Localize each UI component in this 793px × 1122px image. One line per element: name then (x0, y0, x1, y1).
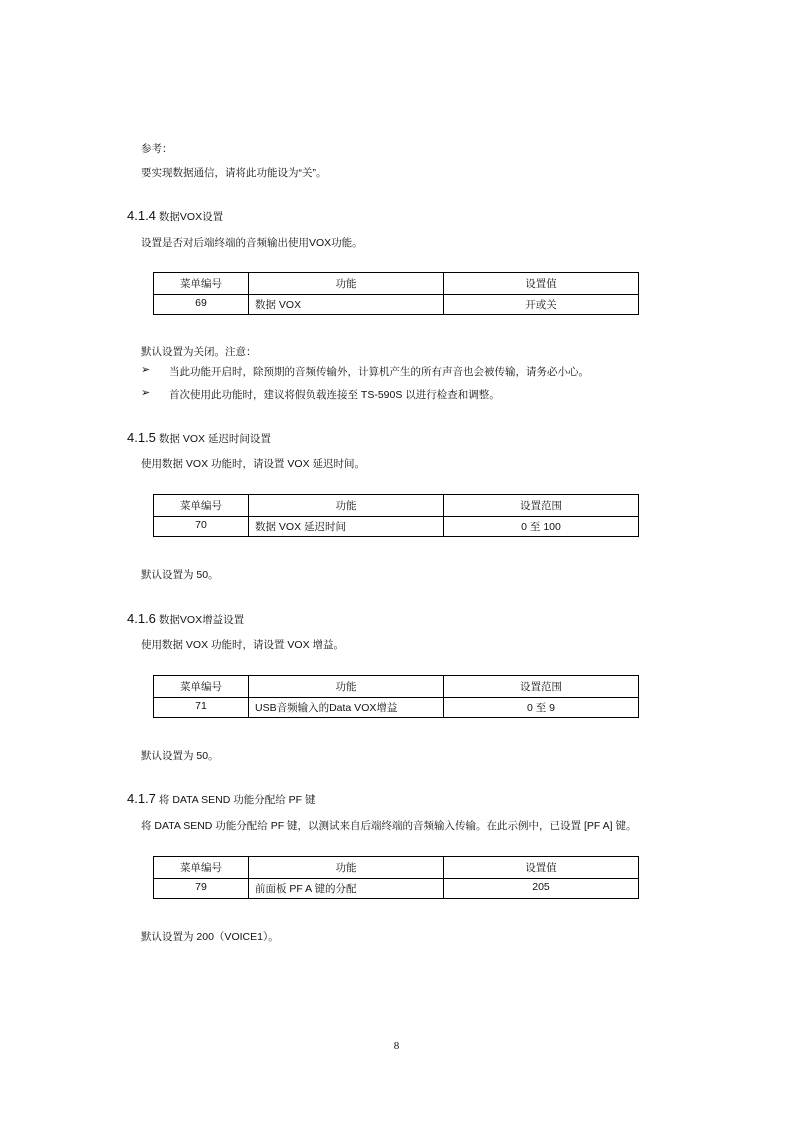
section-description: 将 DATA SEND 功能分配给 PF 键，以测试来自后端终端的音频输入传输。在此示例中，已设置 [PF A] 键。 (141, 820, 637, 832)
settings-table-79 (153, 856, 639, 899)
cell-value: 205 (444, 879, 639, 899)
table-row (154, 698, 639, 718)
cell-value: 开或关 (444, 295, 639, 315)
header-menu-no: 菜单编号 (154, 676, 249, 698)
header-function: 功能 (249, 273, 444, 295)
cell-function: 前面板 PF A 键的分配 (249, 879, 444, 899)
default-setting-note: 默认设置为 50。 (141, 750, 219, 762)
cell-value: 0 至 100 (444, 517, 639, 537)
section-title: 数据VOX增益设置 (158, 614, 245, 626)
cell-value: 0 至 9 (444, 698, 639, 718)
cell-menu-no: 79 (154, 879, 249, 899)
cell-menu-no: 71 (154, 698, 249, 718)
cell-function: USB音频输入的Data VOX增益 (249, 698, 444, 718)
section-heading-4-1-7 (127, 791, 315, 807)
header-menu-no: 菜单编号 (154, 857, 249, 879)
default-note-intro: 默认设置为关闭。注意： (141, 346, 257, 358)
bullet-arrow-icon: ➢ (141, 387, 151, 399)
settings-table-69 (153, 272, 639, 315)
section-description: 使用数据 VOX 功能时，请设置 VOX 增益。 (141, 639, 345, 651)
cell-menu-no: 69 (154, 295, 249, 315)
cell-function: 数据 VOX (249, 295, 444, 315)
cell-menu-no: 70 (154, 517, 249, 537)
reference-text: 要实现数据通信，请将此功能设为“关”。 (141, 167, 327, 179)
section-heading-4-1-6 (127, 611, 244, 627)
header-function: 功能 (249, 495, 444, 517)
settings-table-70 (153, 494, 639, 537)
page-number: 8 (393, 1040, 400, 1052)
reference-label: 参考： (141, 143, 173, 155)
table-row (154, 879, 639, 899)
header-setting-range: 设置范围 (444, 676, 639, 698)
section-description: 设置是否对后端终端的音频输出使用VOX功能。 (141, 237, 363, 249)
section-number: 4.1.6 (127, 611, 156, 626)
settings-table-71 (153, 675, 639, 718)
note-bullet-2: 首次使用此功能时，建议将假负载连接至 TS-590S 以进行检查和调整。 (169, 389, 500, 401)
header-setting-value: 设置值 (444, 273, 639, 295)
table-header-row (154, 676, 639, 698)
header-menu-no: 菜单编号 (154, 495, 249, 517)
header-setting-range: 设置范围 (444, 495, 639, 517)
section-number: 4.1.4 (127, 208, 156, 223)
section-title: 将 DATA SEND 功能分配给 PF 键 (158, 794, 316, 806)
cell-function: 数据 VOX 延迟时间 (249, 517, 444, 537)
default-setting-note: 默认设置为 50。 (141, 569, 219, 581)
table-header-row (154, 495, 639, 517)
table-row (154, 295, 639, 315)
header-function: 功能 (249, 857, 444, 879)
section-number: 4.1.7 (127, 791, 156, 806)
section-description: 使用数据 VOX 功能时，请设置 VOX 延迟时间。 (141, 458, 366, 470)
table-header-row (154, 857, 639, 879)
section-number: 4.1.5 (127, 430, 156, 445)
header-function: 功能 (249, 676, 444, 698)
header-setting-value: 设置值 (444, 857, 639, 879)
section-heading-4-1-4 (127, 208, 223, 224)
section-title: 数据VOX设置 (158, 211, 224, 223)
note-bullet-1: 当此功能开启时，除预期的音频传输外，计算机产生的所有声音也会被传输，请务必小心。 (169, 366, 589, 378)
section-heading-4-1-5 (127, 430, 271, 446)
table-row (154, 517, 639, 537)
section-title: 数据 VOX 延迟时间设置 (158, 433, 271, 445)
table-header-row (154, 273, 639, 295)
default-setting-note: 默认设置为 200（VOICE1）。 (141, 931, 279, 943)
bullet-arrow-icon: ➢ (141, 364, 151, 376)
header-menu-no: 菜单编号 (154, 273, 249, 295)
